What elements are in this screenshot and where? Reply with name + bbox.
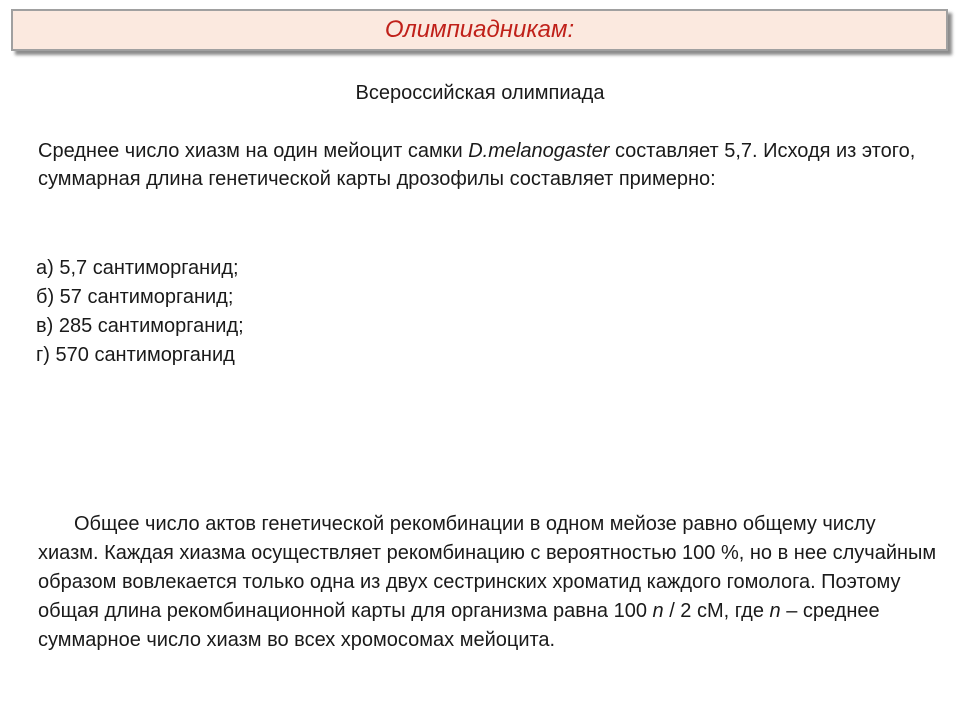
answer-option-c: в) 285 сантиморганид; (36, 315, 244, 337)
explanation-part-3: – среднее суммарное число хиазм во всех хромосомах мейоцита. (38, 600, 880, 651)
question-part-2: составляет 5,7. Исходя из этого, суммарная длина генетической карты дрозофилы составляет примерно: (38, 140, 916, 190)
explanation-part-2: / 2 сМ, где (663, 600, 770, 622)
answer-options (36, 254, 636, 370)
species-name: D.melanogaster (468, 140, 610, 162)
subtitle: Всероссийская олимпиада (355, 82, 605, 104)
answer-option-d: г) 570 сантиморганид (36, 344, 235, 366)
answer-option-a: а) 5,7 сантиморганид; (36, 257, 239, 279)
answer-option-b: б) 57 сантиморганид; (36, 286, 234, 308)
explanation-part-1: Общее число актов генетической рекомбинации в одном мейозе равно общему числу хиазм. Каждая хиазма осуществляет рекомбинацию с вероятностью 100 %, но в нее случайным образом вовлекается только одна из двух сестринских хроматид каждого гомолога. Поэтому общая длина рекомбинационной карты для организма равна 100 (38, 513, 937, 622)
slide-title: Олимпиадникам: (384, 16, 575, 43)
question-text (38, 137, 928, 193)
variable-n-2: n (769, 600, 781, 622)
variable-n-1: n (652, 600, 664, 622)
explanation-text (38, 510, 938, 655)
title-banner (11, 9, 948, 51)
question-part-1: Среднее число хиазм на один мейоцит самки (38, 140, 469, 162)
